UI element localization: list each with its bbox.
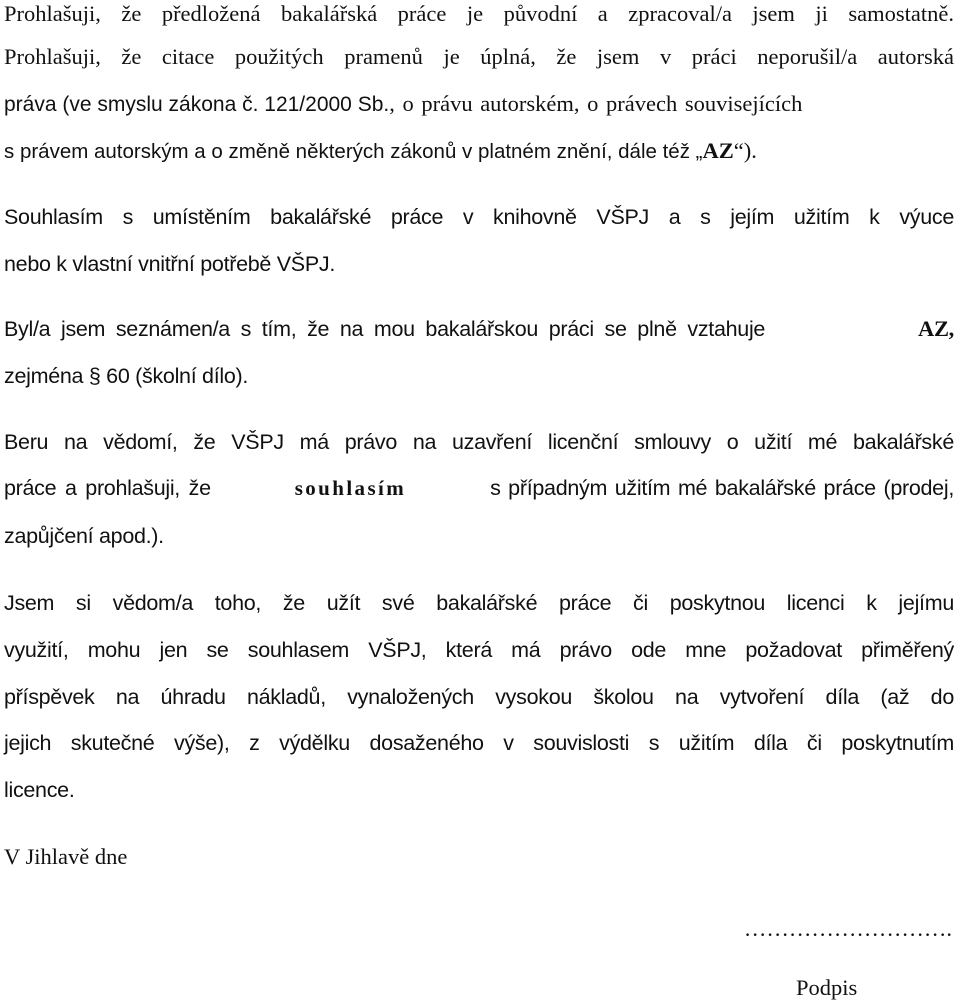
az-abbreviation-2: AZ, [918,316,954,341]
license-line-1: Beru na vědomí, že VŠPJ má právo na uzavření licenční smlouvy o užití mé bakalářské [4,430,954,454]
declaration-line-2: Prohlašuji, že citace použitých pramenů je úplná, že jsem v práci neporušil/a autorská [4,44,954,69]
signature-line: ………………………. [743,916,952,941]
usage-line-4: jejich skutečné výše), z výdělku dosaženého v souvislosti s užitím díla či poskytnutím [4,731,954,755]
declaration-line-3-start: práva (ve smyslu zákona č. 121/2000 Sb. [4,93,390,116]
consent-line-1: Souhlasím s umístěním bakalářské práce v knihovně VŠPJ a s jejím užitím k výuce [4,205,954,229]
declaration-line-4-start: s právem autorským a o změně některých zákonů v platném znění, dále též „ [4,140,703,163]
declaration-line-3-end: , o právu autorském, o právech souvisejících [389,91,803,116]
declaration-line-1: Prohlašuji, že předložená bakalářská práce je původní a zpracoval/a jsem ji samostatně. [4,1,954,26]
place-date: V Jihlavě dne [4,844,128,869]
az-abbreviation: AZ [702,138,734,163]
awareness-line-2: zejména § 60 (školní dílo). [4,364,249,388]
awareness-line-1 [4,315,954,343]
license-line-3: zapůjčení apod.). [4,524,164,548]
declaration-line-3 [4,90,954,119]
usage-line-3: příspěvek na úhradu nákladů, vynaložených vysokou školou na vytvoření díla (až do [4,685,954,709]
declaration-line-4-end: “). [733,138,757,163]
usage-line-5: licence. [4,778,75,802]
awareness-line-1-text: Byl/a jsem seznámen/a s tím, že na mou bakalářskou práci se plně vztahuje [4,317,766,341]
declaration-line-4 [4,137,757,166]
signature-label: Podpis [796,975,858,1000]
usage-line-1: Jsem si vědom/a toho, že užít své bakalářské práce či poskytnou licenci k jejímu [4,591,954,615]
license-line-2-end: s případným užitím mé bakalářské práce (prodej, [490,476,954,500]
consent-emphasis: souhlasím [294,476,407,500]
document-page [4,0,956,1003]
license-line-2 [4,474,954,502]
usage-line-2: využití, mohu jen se souhlasem VŠPJ, která má právo ode mne požadovat přiměřený [4,638,954,662]
consent-line-2: nebo k vlastní vnitřní potřebě VŠPJ. [4,252,335,276]
license-line-2-start: práce a prohlašuji, že [4,476,211,500]
